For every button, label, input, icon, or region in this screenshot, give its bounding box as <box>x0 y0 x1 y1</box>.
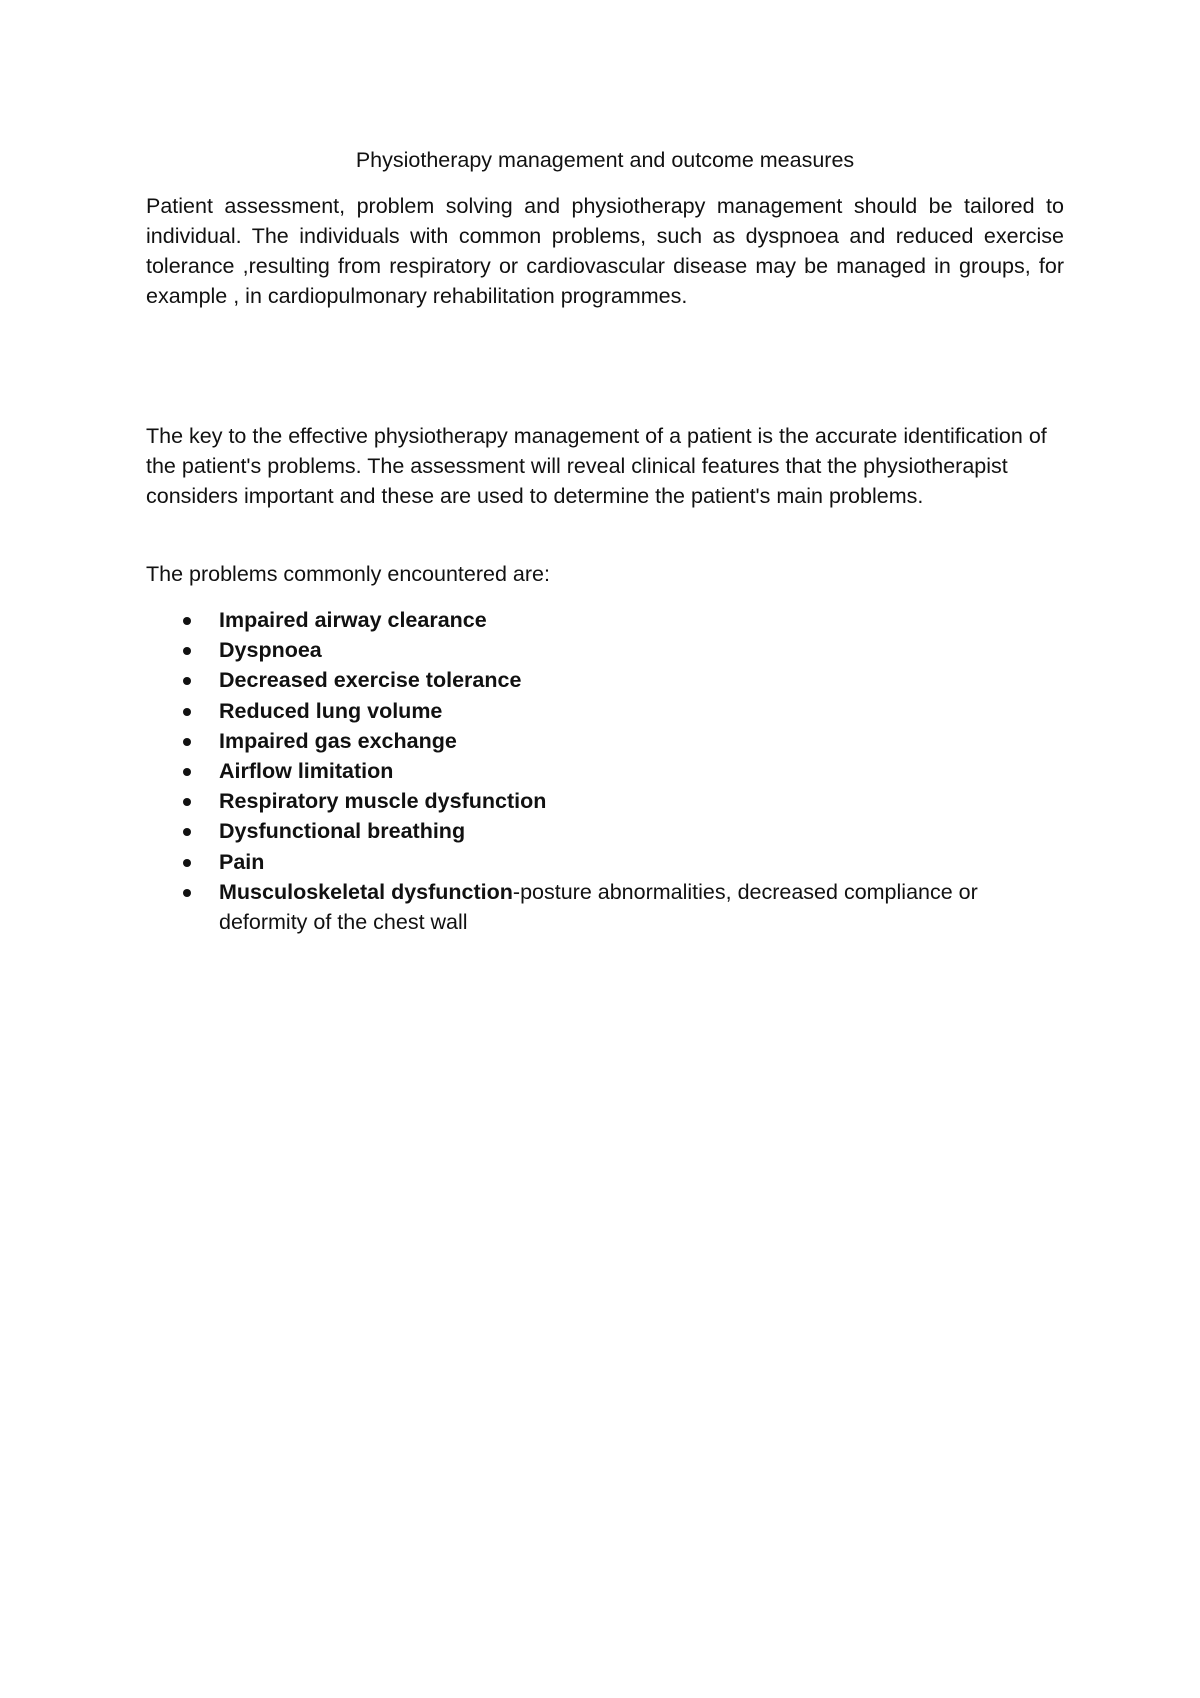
problem-label: Impaired gas exchange <box>219 728 457 753</box>
list-intro: The problems commonly encountered are: <box>146 562 550 586</box>
problem-label: Dysfunctional breathing <box>219 819 466 844</box>
problem-label: Airflow limitation <box>219 759 394 784</box>
problem-label: Pain <box>219 849 265 874</box>
list-item <box>146 605 1064 635</box>
bullet-icon <box>183 738 191 746</box>
list-item <box>146 756 1064 786</box>
list-item <box>146 665 1064 695</box>
bullet-icon <box>183 889 191 897</box>
bullet-icon <box>183 798 191 806</box>
bullet-icon <box>183 708 191 716</box>
problem-label: Respiratory muscle dysfunction <box>219 789 547 814</box>
bullet-icon <box>183 828 191 836</box>
list-item <box>146 696 1064 726</box>
list-item <box>146 816 1064 846</box>
list-item <box>146 635 1064 665</box>
problems-list <box>146 605 1064 937</box>
problem-label: Impaired airway clearance <box>219 608 487 632</box>
problem-detail: -posture abnormalities, decreased compliance or deformity of the chest wall <box>219 879 978 935</box>
problem-label: Musculoskeletal dysfunction <box>219 879 513 904</box>
list-item <box>146 726 1064 756</box>
intro-paragraph: Patient assessment, problem solving and physiotherapy management should be tailored to individual. The individuals with common problems, such as dyspnoea and reduced exercise tolerance ,resulting from respiratory or cardiovascular disease may be managed in groups, for example , in cardiopulmonary rehabilitation programmes. <box>146 194 1064 308</box>
bullet-icon <box>183 647 191 655</box>
list-item <box>146 847 1064 877</box>
problem-label: Decreased exercise tolerance <box>219 668 522 693</box>
problem-label: Dyspnoea <box>219 638 322 663</box>
list-item <box>146 877 1064 937</box>
bullet-icon <box>183 859 191 867</box>
bullet-icon <box>183 677 191 685</box>
bullet-icon <box>183 617 191 625</box>
key-paragraph: The key to the effective physiotherapy management of a patient is the accurate identification of the patient's problems. The assessment will reveal clinical features that the physiotherapist considers important and these are used to determine the patient's main problems. <box>146 424 1047 508</box>
bullet-icon <box>183 768 191 776</box>
document-title: Physiotherapy management and outcome measures <box>355 148 855 172</box>
problem-label: Reduced lung volume <box>219 698 443 723</box>
list-item <box>146 786 1064 816</box>
